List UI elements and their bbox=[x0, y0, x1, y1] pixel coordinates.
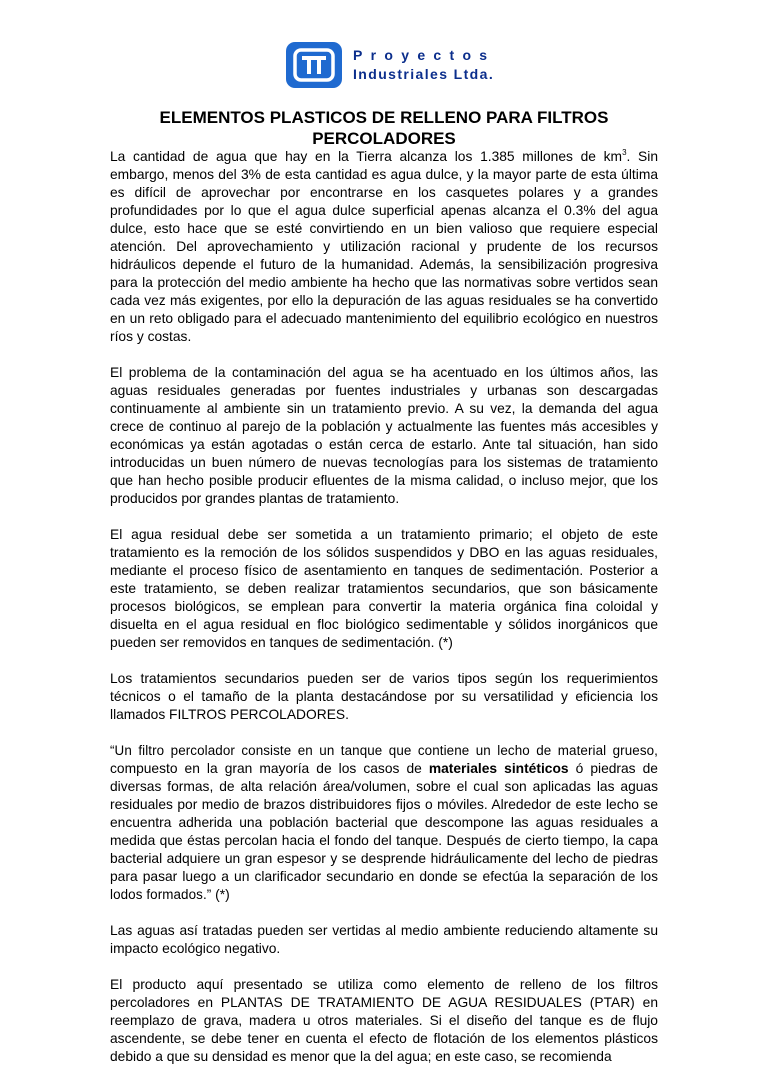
document-body bbox=[110, 148, 658, 1084]
document-title: ELEMENTOS PLASTICOS DE RELLENO PARA FILTROS PERCOLADORES bbox=[159, 108, 609, 148]
quote-tail: separación de los lodos formados.” bbox=[110, 869, 658, 902]
paragraph-6: Las aguas así tratadas pueden ser vertidas al medio ambiente reduciendo altamente su impacto ecológico negativo. bbox=[110, 923, 658, 956]
paragraph-5-quote bbox=[110, 742, 658, 904]
quote-lead: “Un filtro percolador consiste en un tanque que contiene un lecho de material grueso, bbox=[110, 743, 658, 758]
logo-line-2: Industriales Ltda. bbox=[353, 66, 495, 82]
paragraph-7: El producto aquí presentado se utiliza como elemento de relleno de los filtros percoladores en PLANTAS DE TRATAMIENTO DE AGUA RESIDUALES (PTAR) en reemplazo de grava, madera u otros materiales. Si el diseño del tanque es de flujo ascendente, se debe tener en cuenta el efecto de flotación de los elementos plásticos debido a que su densidad es menor que la del agua; en este caso, se recomienda bbox=[110, 977, 658, 1064]
logo-line-1: Proyectos bbox=[353, 47, 496, 63]
paragraph-1 bbox=[110, 148, 658, 346]
paragraph-4: Los tratamientos secundarios pueden ser de varios tipos según los requerimientos técnicos o el tamaño de la planta destacándose por su versatilidad y eficiencia los llamados FILTROS PERCOLADORES. bbox=[110, 671, 658, 722]
quote-text-b: ó piedras de diversas formas, de alta relación área/volumen, sobre el cual son aplicadas las aguas residuales por medio de brazos distribuidores fijos o móviles. Alrededor de este lecho se encuentra adherida una población bacterial que descompone las aguas residuales a medida que éstas percolan hacia el fondo del tanque. Después de cierto tiempo, la capa bacterial adquiere un gran espesor y se desprende hidráulicamente del lecho de piedras para pasar luego a un clarificador secundario en donde se efectúa la bbox=[110, 761, 658, 884]
superscript-3: 3 bbox=[622, 148, 627, 157]
paragraph-2: El problema de la contaminación del agua se ha acentuado en los últimos años, las aguas residuales generadas por fuentes industriales y urbanas son descargadas continuamente al ambiente sin un tratamiento previo. A su vez, la demanda del agua crece de continuo al parejo de la población y actualmente las fuentes más accesibles y económicas ya están agotadas o están cerca de estarlo. Ante tal situación, han sido introducidas un buen número de nuevas tecnologías para los sistemas de tratamiento que han hecho posible producir efluentes de la misma calidad, o incluso mejor, que los producidos por grandes plantas de tratamiento. bbox=[110, 365, 658, 506]
paragraph-1-text-b: . Sin embargo, menos del 3% de esta cantidad es agua dulce, y la mayor parte de esta última es difícil de aprovechar por encontrarse en los casquetes polares y a grandes profundidades por lo que el agua dulce superficial apenas alcanza el 0.3% del agua dulce, esto hace que se esté convirtiendo en un bien valioso que requiere especial atención. Del aprovechamiento y utilización racional y prudente de los recursos hidráulicos depende el futuro de la humanidad. Además, la sensibilización progresiva para la protección del medio ambiente ha hecho que las normativas sobre vertidos sean cada vez más exigentes, por ello la depuración de las aguas residuales se ha convertido en un reto obligado para el adecuado mantenimiento del equilibrio ecológico en nuestros ríos y costas. bbox=[110, 149, 658, 344]
quote-text-a: compuesto en la gran mayoría de los casos de bbox=[110, 761, 429, 776]
company-logo-icon bbox=[286, 42, 342, 88]
company-logo bbox=[286, 42, 495, 88]
quote-reference: (*) bbox=[211, 887, 230, 902]
paragraph-1-text-a: La cantidad de agua que hay en la Tierra alcanza los 1.385 millones de km bbox=[110, 149, 623, 164]
quote-bold-term: materiales sintéticos bbox=[428, 761, 569, 776]
paragraph-3: El agua residual debe ser sometida a un tratamiento primario; el objeto de este tratamiento es la remoción de los sólidos suspendidos y DBO en las aguas residuales, mediante el proceso físico de asentamiento en tanques de sedimentación. Posterior a este tratamiento, se deben realizar tratamientos secundarios, que son básicamente procesos biológicos, se emplean para convertir la materia orgánica fina coloidal y disuelta en el agua residual en floc biológico sedimentable y sólidos inorgánicos que pueden ser removidos en tanques de sedimentación. (*) bbox=[110, 527, 658, 650]
company-logo-text bbox=[353, 46, 495, 84]
